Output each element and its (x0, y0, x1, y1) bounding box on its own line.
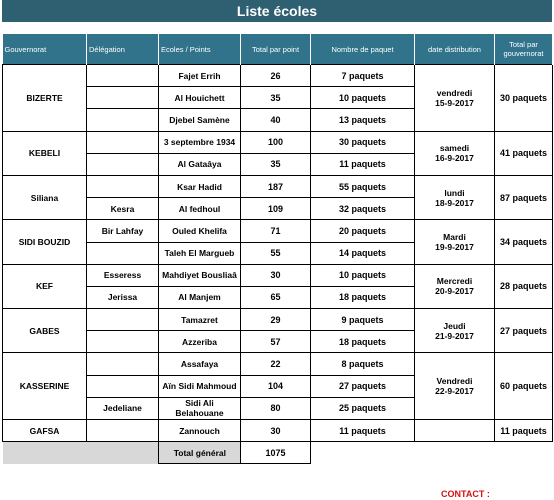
gouvernorat-cell: KEF (3, 264, 87, 308)
header-paquets: Nombre de paquet (311, 34, 415, 65)
schools-table (2, 34, 553, 464)
gouvernorat-cell: BIZERTE (3, 65, 87, 132)
delegation-cell (87, 242, 159, 264)
paquets-cell: 18 paquets (311, 331, 415, 353)
count-cell: 30 (241, 264, 311, 286)
paquets-cell: 30 paquets (311, 131, 415, 153)
count-cell: 80 (241, 397, 311, 419)
header-delegation: Délégation (87, 34, 159, 65)
ecole-cell: Tamazret (159, 309, 241, 331)
delegation-cell (87, 87, 159, 109)
header-gouvernorat: Gouvernorat (3, 34, 87, 65)
delegation-cell (87, 65, 159, 87)
table-row (3, 420, 553, 442)
date-value: 15-9-2017 (435, 97, 474, 108)
count-cell: 65 (241, 286, 311, 308)
delegation-cell (87, 420, 159, 442)
ecole-cell: Mahdiyet Bousliaâ (159, 264, 241, 286)
date-day: Mercredi (436, 276, 473, 287)
header-ecoles: Ecoles / Points (159, 34, 241, 65)
total-row (3, 442, 553, 464)
date-cell (415, 175, 495, 219)
date-cell (415, 131, 495, 175)
delegation-cell (87, 353, 159, 375)
total-filler (87, 442, 159, 464)
total-gouvernorat-cell: 27 paquets (495, 309, 553, 353)
ecole-cell: Ksar Hadid (159, 175, 241, 197)
count-cell: 55 (241, 242, 311, 264)
header-total-point: Total par point (241, 34, 311, 65)
gouvernorat-cell: GAFSA (3, 420, 87, 442)
delegation-cell: Bir Lahfay (87, 220, 159, 242)
date-cell (415, 264, 495, 308)
total-gouvernorat-cell: 34 paquets (495, 220, 553, 264)
paquets-cell: 10 paquets (311, 264, 415, 286)
total-gouvernorat-cell: 41 paquets (495, 131, 553, 175)
ecole-cell: Ouled Khelifa (159, 220, 241, 242)
header-date: date distribution (415, 34, 495, 65)
total-general-value: 1075 (241, 442, 311, 464)
gouvernorat-cell: Siliana (3, 175, 87, 219)
ecole-cell: Al Houichett (159, 87, 241, 109)
delegation-cell: Kesra (87, 198, 159, 220)
delegation-cell (87, 109, 159, 131)
total-blank (311, 442, 553, 464)
date-cell (415, 420, 495, 442)
date-cell (415, 353, 495, 420)
paquets-cell: 32 paquets (311, 198, 415, 220)
total-gouvernorat-cell: 11 paquets (495, 420, 553, 442)
count-cell: 100 (241, 131, 311, 153)
count-cell: 35 (241, 87, 311, 109)
header-total-gouv: Total par gouvernorat (495, 34, 553, 65)
paquets-cell: 18 paquets (311, 286, 415, 308)
date-value: 22-9-2017 (435, 386, 474, 397)
paquets-cell: 10 paquets (311, 87, 415, 109)
date-day: samedi (439, 143, 470, 154)
date-value: 21-9-2017 (435, 330, 474, 341)
page-title-banner (2, 0, 552, 22)
paquets-cell: 13 paquets (311, 109, 415, 131)
count-cell: 104 (241, 375, 311, 397)
ecole-cell: Aïn Sidi Mahmoud (159, 375, 241, 397)
table-row (3, 353, 553, 375)
ecole-cell: Sidi Ali Belahouane (159, 397, 241, 419)
table-body (3, 65, 553, 464)
table-row (3, 220, 553, 242)
gouvernorat-cell: SIDI BOUZID (3, 220, 87, 264)
ecole-cell: Al fedhoul (159, 198, 241, 220)
date-day: lundi (444, 187, 465, 198)
total-gouvernorat-cell: 60 paquets (495, 353, 553, 420)
date-day: Jeudi (443, 320, 466, 331)
delegation-cell: Jerissa (87, 286, 159, 308)
ecole-cell: Fajet Errih (159, 65, 241, 87)
count-cell: 40 (241, 109, 311, 131)
paquets-cell: 9 paquets (311, 309, 415, 331)
date-cell (415, 220, 495, 264)
date-cell (415, 309, 495, 353)
date-cell (415, 65, 495, 132)
contact-label: CONTACT : (441, 489, 490, 499)
ecole-cell: 3 septembre 1934 (159, 131, 241, 153)
paquets-cell: 27 paquets (311, 375, 415, 397)
delegation-cell (87, 375, 159, 397)
table-row (3, 309, 553, 331)
page-title: Liste écoles (236, 3, 318, 19)
count-cell: 26 (241, 65, 311, 87)
count-cell: 22 (241, 353, 311, 375)
total-gouvernorat-cell: 30 paquets (495, 65, 553, 132)
paquets-cell: 20 paquets (311, 220, 415, 242)
paquets-cell: 11 paquets (311, 420, 415, 442)
ecole-cell: Djebel Samène (159, 109, 241, 131)
delegation-cell: Esseress (87, 264, 159, 286)
delegation-cell (87, 309, 159, 331)
ecole-cell: Al Gataâya (159, 153, 241, 175)
ecole-cell: Taleh El Margueb (159, 242, 241, 264)
gouvernorat-cell: GABES (3, 309, 87, 353)
count-cell: 109 (241, 198, 311, 220)
date-day: Vendredi (436, 376, 473, 387)
ecole-cell: Assafaya (159, 353, 241, 375)
paquets-cell: 7 paquets (311, 65, 415, 87)
date-day: vendredi (436, 87, 473, 98)
table-row (3, 131, 553, 153)
count-cell: 35 (241, 153, 311, 175)
total-general-label: Total général (159, 442, 241, 464)
table-header-row (3, 34, 553, 65)
delegation-cell (87, 331, 159, 353)
delegation-cell: Jedeliane (87, 397, 159, 419)
table-row (3, 65, 553, 87)
count-cell: 71 (241, 220, 311, 242)
count-cell: 57 (241, 331, 311, 353)
table-row (3, 175, 553, 197)
paquets-cell: 14 paquets (311, 242, 415, 264)
ecole-cell: Zannouch (159, 420, 241, 442)
date-day: Mardi (443, 232, 466, 242)
ecole-cell: Azzeriba (159, 331, 241, 353)
total-gouvernorat-cell: 87 paquets (495, 175, 553, 219)
count-cell: 29 (241, 309, 311, 331)
paquets-cell: 25 paquets (311, 397, 415, 419)
total-gouvernorat-cell: 28 paquets (495, 264, 553, 308)
ecole-cell: Al Manjem (159, 286, 241, 308)
date-value: 19-9-2017 (435, 242, 474, 252)
total-filler (3, 442, 87, 464)
paquets-cell: 11 paquets (311, 153, 415, 175)
date-value: 18-9-2017 (435, 197, 474, 208)
table-row (3, 264, 553, 286)
paquets-cell: 55 paquets (311, 175, 415, 197)
count-cell: 187 (241, 175, 311, 197)
paquets-cell: 8 paquets (311, 353, 415, 375)
date-value: 20-9-2017 (435, 286, 474, 297)
date-value: 16-9-2017 (435, 153, 474, 164)
count-cell: 30 (241, 420, 311, 442)
delegation-cell (87, 175, 159, 197)
delegation-cell (87, 131, 159, 153)
gouvernorat-cell: KEBELI (3, 131, 87, 175)
gouvernorat-cell: KASSERINE (3, 353, 87, 420)
delegation-cell (87, 153, 159, 175)
